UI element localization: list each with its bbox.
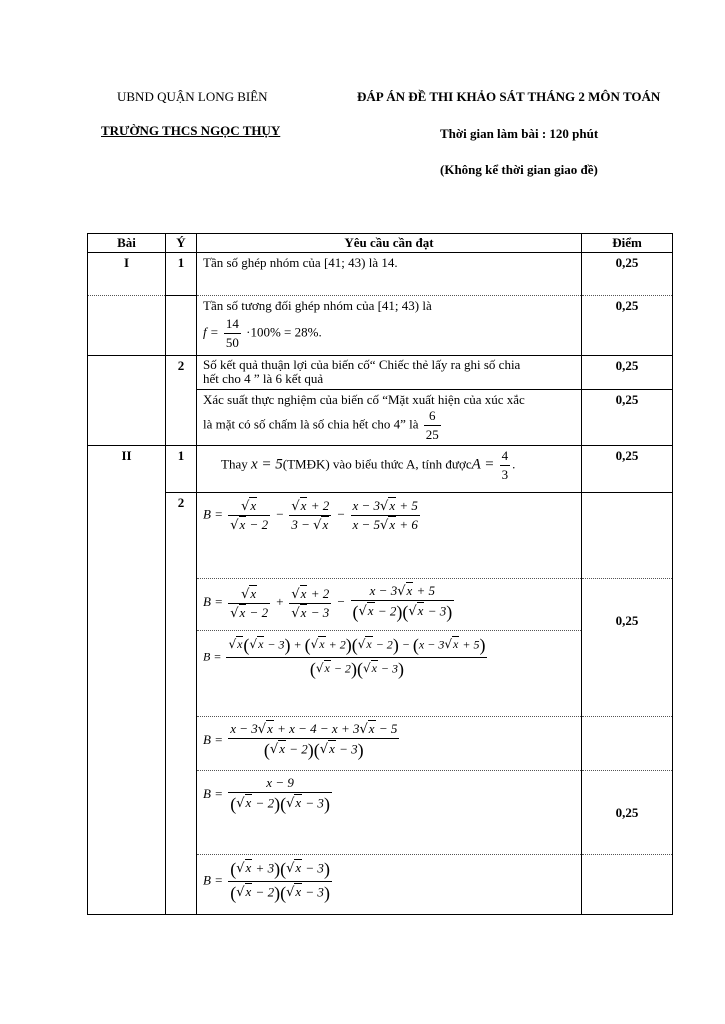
r5-text-mid: (TMĐK) vào biểu thức A, tính được xyxy=(282,456,472,472)
table-row xyxy=(88,493,673,579)
fraction: $\frac{4}{3}$ xyxy=(501,448,509,482)
table-header-row xyxy=(88,234,673,253)
r2-eq-rhs: ·100% = 28%. xyxy=(246,324,322,340)
answer-table xyxy=(87,233,673,915)
cell-text xyxy=(197,390,582,446)
r4-text-line2: là mặt có số chấm là số chia hết cho 4” là xyxy=(203,416,419,432)
table-row xyxy=(88,855,673,915)
table-row xyxy=(88,390,673,446)
cell-diem: 0,25 xyxy=(582,390,673,446)
cell-formula: B = $\frac{√x(√x - 3) + (√x + 2)(√x - 2) - (x - 3√x + 5)}{(√x - 2)(√x - 3)}$ xyxy=(197,631,582,717)
header-right-line3: (Không kể thời gian giao đề) xyxy=(440,162,598,177)
r2-eq-lhs: f = xyxy=(203,324,219,340)
cell-text: Tần số ghép nhóm của [41; 43) là 14. xyxy=(197,253,582,296)
r5-dot: . xyxy=(512,456,516,472)
cell-y: 1 xyxy=(166,446,197,493)
cell-text xyxy=(197,446,582,493)
cell-formula: B = $\frac{x - 3√x + x - 4 - x + 3√x - 5}{(√x - 2)(√x - 3)}$ xyxy=(197,717,582,771)
cell-y: 2 xyxy=(166,356,197,390)
r5-a-lhs: A = xyxy=(471,456,495,473)
cell-formula: B = $\frac{(√x + 3)(√x - 3)}{(√x - 2)(√x - 3)}$ xyxy=(197,855,582,915)
cell-diem: 0,25 xyxy=(582,253,673,296)
header-bai: Bài xyxy=(88,234,166,253)
cell-diem: 0,25 xyxy=(582,579,673,631)
r5-x-eq: x = 5 xyxy=(250,456,283,473)
table-row xyxy=(88,771,673,855)
cell-formula: B = $\frac{x - 9}{(√x - 2)(√x - 3)}$ xyxy=(197,771,582,855)
table-row xyxy=(88,631,673,717)
table-row xyxy=(88,253,673,296)
cell-bai: II xyxy=(88,446,166,493)
cell-text xyxy=(197,296,582,356)
cell-diem: 0,25 xyxy=(582,771,673,855)
r3-text-line1: Số kết quả thuận lợi của biến cố“ Chiếc thẻ lấy ra ghi số chia xyxy=(203,357,521,372)
table-row xyxy=(88,356,673,390)
header-diem: Điểm xyxy=(582,234,673,253)
header-left-line1: UBND QUẬN LONG BIÊN xyxy=(117,89,268,104)
cell-diem: 0,25 xyxy=(582,446,673,493)
header-yeu-cau: Yêu cầu cần đạt xyxy=(197,234,582,253)
r5-text-pre: Thay xyxy=(221,456,248,472)
header-y: Ý xyxy=(166,234,197,253)
cell-formula: B = $\frac{√x}{√x - 2}$ − $\frac{√x + 2}{3 - √x}$ − $\frac{x - 3√x + 5}{x - 5√x + 6}$ xyxy=(197,493,582,579)
cell-diem: 0,25 xyxy=(582,356,673,390)
r2-text: Tần số tương đối ghép nhóm của [41; 43) là xyxy=(203,298,432,313)
header-left-line2: TRƯỜNG THCS NGỌC THỤY xyxy=(101,123,281,138)
fraction: $\frac{14}{50}$ xyxy=(225,316,239,350)
cell-text xyxy=(197,356,582,390)
fraction: $\frac{6}{25}$ xyxy=(425,408,439,442)
cell-formula: B = $\frac{√x}{√x - 2}$ + $\frac{√x + 2}{√x - 3}$ − $\frac{x - 3√x + 5}{(√x - 2)(√x - 3)}$ xyxy=(197,579,582,631)
table-row xyxy=(88,717,673,771)
cell-bai: I xyxy=(88,253,166,296)
cell-diem: 0,25 xyxy=(582,296,673,356)
r4-text-line1: Xác suất thực nghiệm của biến cố “Mặt xuất hiện của xúc xắc xyxy=(203,392,525,407)
cell-y: 2 xyxy=(166,493,197,579)
r3-text-line2: hết cho 4 ” là 6 kết quả xyxy=(203,371,324,386)
table-row xyxy=(88,446,673,493)
table-row xyxy=(88,579,673,631)
header-right-line2: Thời gian làm bài : 120 phút xyxy=(440,126,599,141)
header-right-line1: ĐÁP ÁN ĐỀ THI KHẢO SÁT THÁNG 2 MÔN TOÁN xyxy=(357,89,661,104)
cell-y: 1 xyxy=(166,253,197,296)
table-row xyxy=(88,296,673,356)
